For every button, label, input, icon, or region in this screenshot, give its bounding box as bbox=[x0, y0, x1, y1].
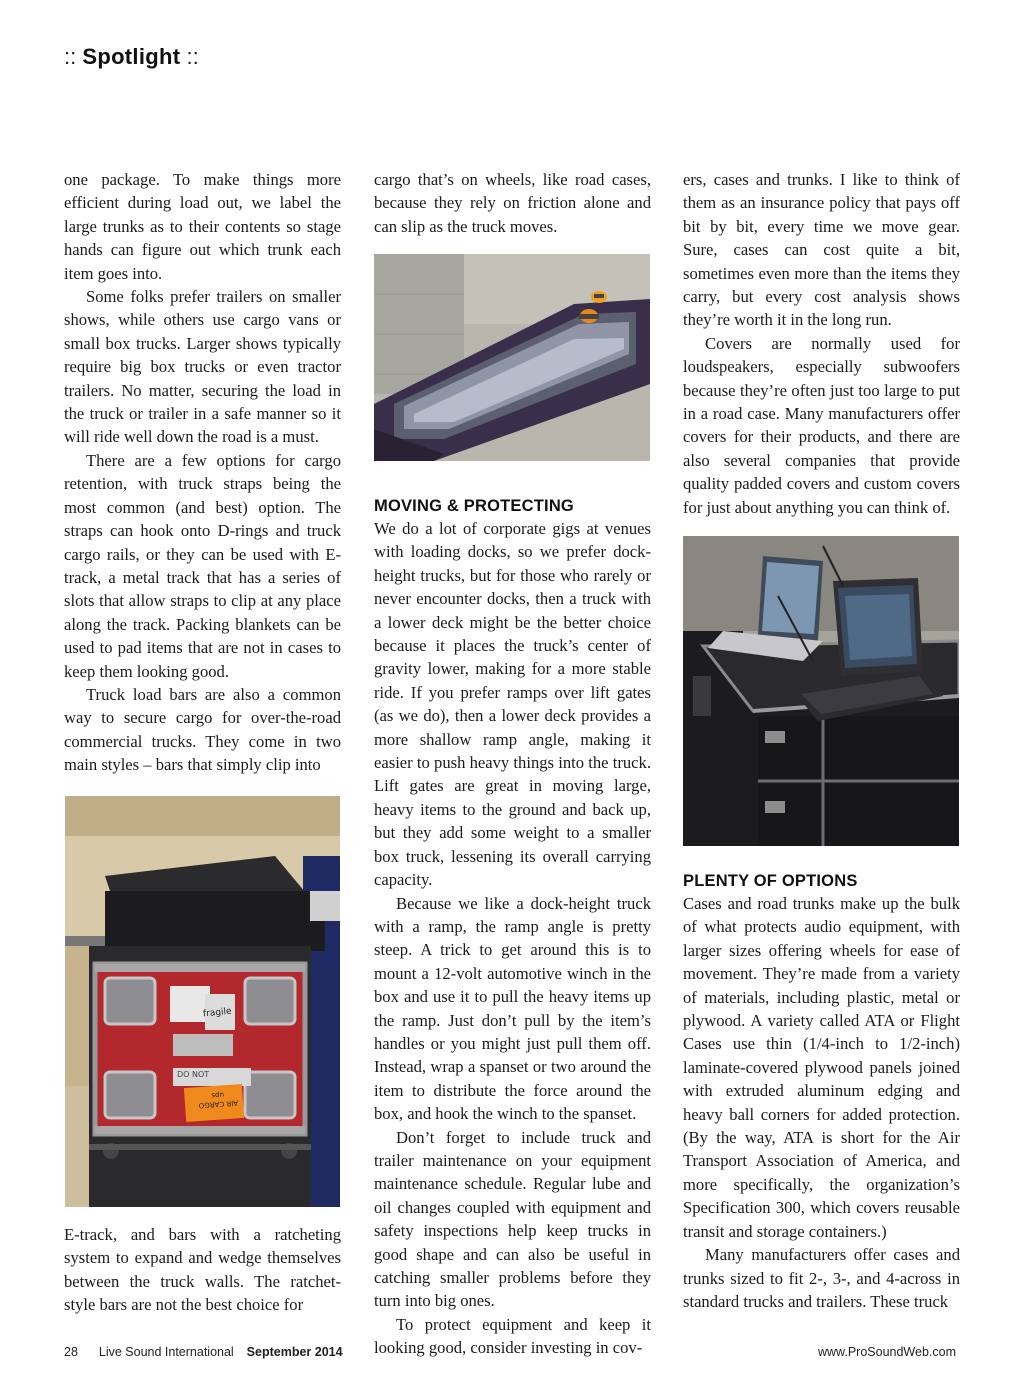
heading-moving-protecting: MOVING & PROTECTING bbox=[374, 497, 574, 515]
heading-plenty-of-options: PLENTY OF OPTIONS bbox=[683, 872, 858, 890]
mixing-console-photo bbox=[374, 254, 650, 461]
publication-name: Live Sound International bbox=[98, 1345, 234, 1359]
column-1-top bbox=[64, 168, 341, 777]
col2-paragraph-1: cargo that’s on wheels, like road cases, because they rely on friction alone and can slip as the truck moves. bbox=[374, 170, 651, 236]
do-not-label: DO NOT bbox=[177, 1070, 210, 1079]
column-2-bottom bbox=[374, 495, 651, 1360]
col1-paragraph-5: E-track, and bars with a ratcheting system to expand and wedge themselves between the truck walls. The ratchet-style bars are not the best choice for bbox=[64, 1225, 341, 1315]
col2-paragraph-5: To protect equipment and keep it looking good, consider investing in cov- bbox=[374, 1314, 651, 1358]
column-3-bottom bbox=[683, 870, 960, 1313]
issue-date: September 2014 bbox=[246, 1345, 343, 1359]
page-number: 28 bbox=[64, 1345, 78, 1359]
column-1-bottom bbox=[64, 1223, 341, 1317]
col1-paragraph-3: There are a few options for cargo retention, with truck straps being the most common (and best) option. The straps can hook onto D-rings and truck cargo rails, or they can be used with E-track, a metal track that has a series of slots that allow straps to clip at any place along the track. Packing blankets can be used to pad items that are not in cases to keep them looking good. bbox=[64, 450, 341, 681]
footer-left bbox=[64, 1345, 343, 1359]
ups-text: ups bbox=[211, 1090, 225, 1100]
header-right-colons: :: bbox=[186, 44, 199, 69]
column-3-top bbox=[683, 168, 960, 519]
col2-paragraph-2: We do a lot of corporate gigs at venues with loading docks, so we prefer dock-height trucks, but for those who rarely or never encounter docks, then a truck with a lower deck might be the better choice because it places the truck’s center of gravity lower, making for a more stable ride. If you prefer ramps over lift gates (as we do), then a lower deck provides a more shallow ramp angle, making it easier to push heavy things into the truck. Lift gates are great in moving large, heavy items to the ground and back up, but they add some weight to a smaller box truck, lessening its overall carrying capacity. bbox=[374, 519, 651, 890]
col3-paragraph-3: Cases and road trunks make up the bulk of what protects audio equipment, with larger sizes offering wheels for ease of movement. They’re made from a variety of materials, including plastic, metal or plywood. A variety called ATA or Flight Cases use thin (1/4-inch to 1/2-inch) laminate-covered plywood panels joined with extruded aluminum edging and heavy ball corners for added protection. (By the way, ATA is short for the Air Transport Association of America, and more specifically, the organization’s Specification 300, which covers reusable transit and storage containers.) bbox=[683, 894, 960, 1241]
col3-paragraph-1: ers, cases and trunks. I like to think of them as an insurance policy that pays off bit by bit, every time we move gear. Sure, cases can cost quite a bit, sometimes even more than the items they carry, but every cost analysis shows they’re worth it in the long run. bbox=[683, 170, 960, 330]
col1-paragraph-1: one package. To make things more efficient during load out, we label the large trunks as to their contents so stage hands can figure out which trunk each item goes into. bbox=[64, 170, 341, 283]
col1-paragraph-2: Some folks prefer trailers on smaller shows, while others use cargo vans or small box trucks. Larger shows typically require big box trucks or even tractor trailers. No matter, securing the load in the truck or trailer in a safe manner so it will ride well down the road is a must. bbox=[64, 287, 341, 447]
section-title: Spotlight bbox=[82, 44, 181, 69]
col2-paragraph-4: Don’t forget to include truck and trailer maintenance on your equipment maintenance schedule. Regular lube and oil changes coupled with equipment and safety inspections help keep trucks in good shape and can also be useful in catching smaller problems before they turn into big ones. bbox=[374, 1127, 651, 1311]
air-cargo-text: AIR CARGO bbox=[198, 1098, 239, 1110]
laptops-on-cases-photo bbox=[683, 536, 959, 846]
fragile-label: fragile bbox=[202, 1006, 233, 1020]
col3-paragraph-4: Many manufacturers offer cases and trunks sized to fit 2-, 3-, and 4-across in standard trucks and trailers. These truck bbox=[683, 1245, 960, 1311]
section-header bbox=[64, 44, 199, 70]
road-case-photo bbox=[65, 796, 340, 1207]
column-2-top bbox=[374, 168, 651, 238]
header-left-colons: :: bbox=[64, 44, 77, 69]
col1-paragraph-4: Truck load bars are also a common way to secure cargo for over-the-road commercial trucks. They come in two main styles – bars that simply clip into bbox=[64, 684, 341, 775]
col2-paragraph-3: Because we like a dock-height truck with a ramp, the ramp angle is pretty steep. A trick to get around this is to mount a 12-volt automotive winch in the box and use it to pull the heavy items up the ramp. Just don’t pull by the item’s handles or you might just pull them off. Instead, wrap a spanset or two around the item to distribute the force around the box, and hook the winch to the spanset. bbox=[374, 893, 651, 1124]
col3-paragraph-2: Covers are normally used for loudspeakers, especially subwoofers because they’re often just too large to put in a road case. Many manufacturers offer covers for their products, and there are also several companies that provide quality padded covers and custom covers for just about anything you can think of. bbox=[683, 333, 960, 517]
footer-website: www.ProSoundWeb.com bbox=[817, 1345, 956, 1359]
